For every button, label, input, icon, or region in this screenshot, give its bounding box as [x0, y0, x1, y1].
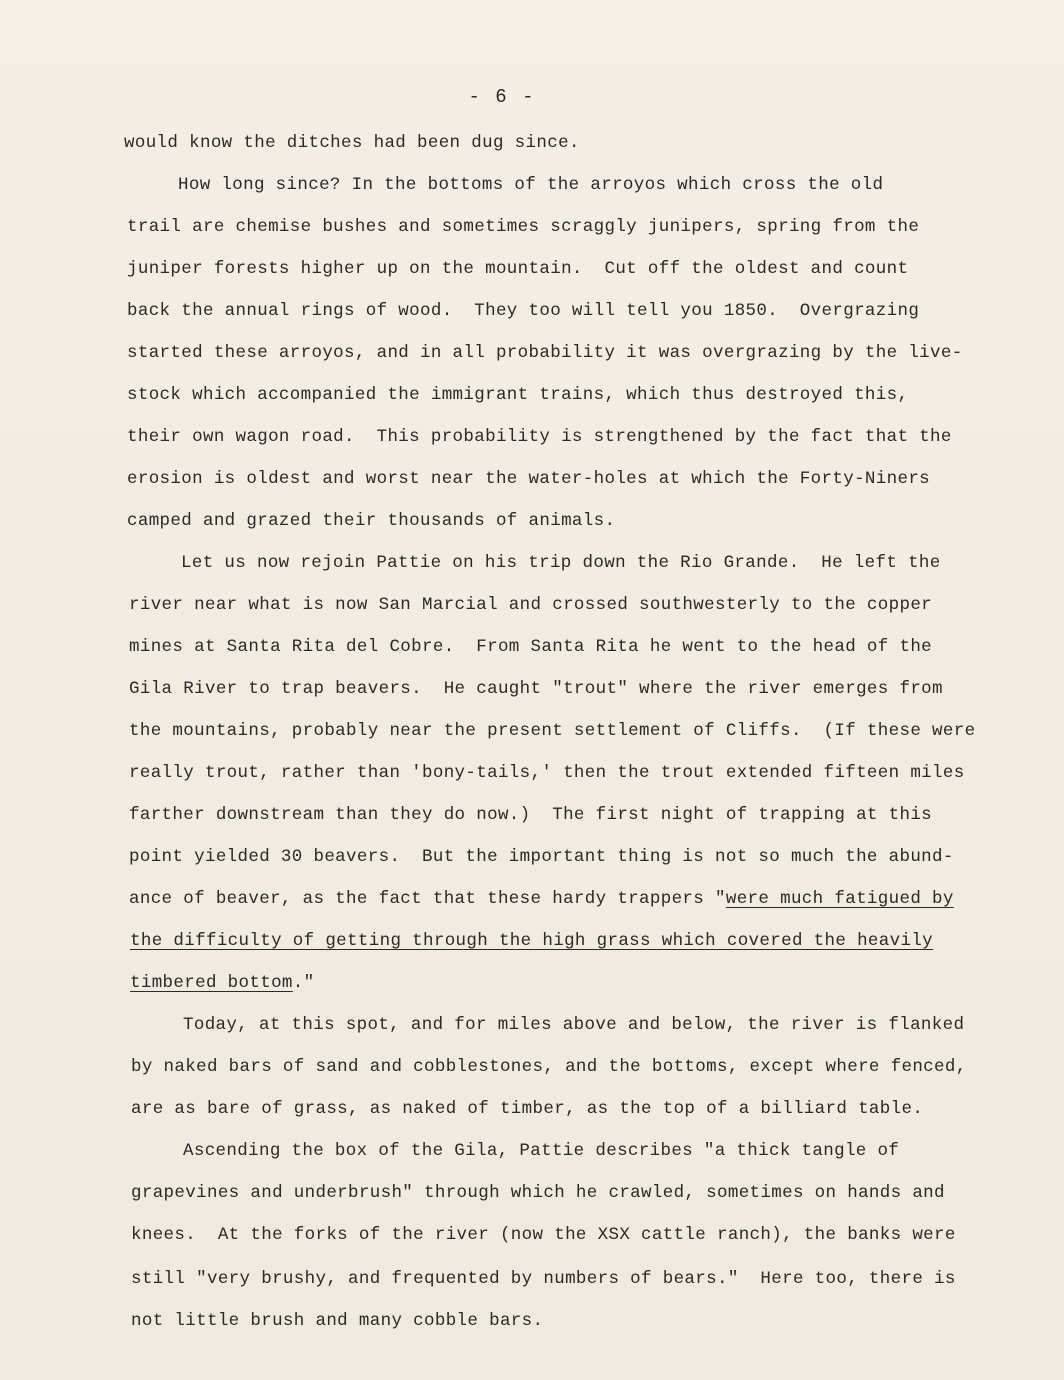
- text-line: by naked bars of sand and cobblestones, and the bottoms, except where fenced,: [131, 1057, 967, 1077]
- text-line: are as bare of grass, as naked of timber, as the top of a billiard table.: [131, 1099, 924, 1119]
- text-line: Ascending the box of the Gila, Pattie describes "a thick tangle of: [183, 1141, 900, 1161]
- text-line: not little brush and many cobble bars.: [131, 1311, 544, 1331]
- text-line: river near what is now San Marcial and crossed southwesterly to the copper: [129, 595, 933, 615]
- text-line: camped and grazed their thousands of animals.: [127, 511, 616, 531]
- text-line: would know the ditches had been dug since.: [124, 133, 580, 153]
- text-line: started these arroyos, and in all probability it was overgrazing by the live-: [127, 343, 963, 363]
- text-line: really trout, rather than 'bony-tails,' then the trout extended fifteen miles: [129, 763, 965, 783]
- underlined-quote: were much fatigued by: [725, 889, 954, 909]
- text-line: Today, at this spot, and for miles above and below, the river is flanked: [183, 1015, 965, 1035]
- text-line: Gila River to trap beavers. He caught "trout" where the river emerges from: [129, 679, 943, 699]
- text-line: Let us now rejoin Pattie on his trip down the Rio Grande. He left the: [181, 553, 941, 573]
- underlined-quote: timbered bottom: [130, 973, 293, 993]
- text-line: [130, 929, 933, 953]
- text-line: farther downstream than they do now.) The first night of trapping at this: [129, 805, 933, 825]
- text-line: stock which accompanied the immigrant trains, which thus destroyed this,: [127, 385, 909, 405]
- text-line: grapevines and underbrush" through which he crawled, sometimes on hands and: [131, 1183, 945, 1203]
- text-line: point yielded 30 beavers. But the important thing is not so much the abund-: [129, 847, 954, 867]
- text-line: ance of beaver, as the fact that these hardy trappers "were much fatigued by: [129, 889, 954, 909]
- text-line: back the annual rings of wood. They too will tell you 1850. Overgrazing: [127, 301, 920, 321]
- text-line: their own wagon road. This probability is strengthened by the fact that the: [127, 427, 952, 447]
- text-line: juniper forests higher up on the mountain. Cut off the oldest and count: [127, 259, 909, 279]
- text-line: trail are chemise bushes and sometimes scraggly junipers, spring from the: [127, 217, 920, 237]
- text-line: the mountains, probably near the present settlement of Cliffs. (If these were: [129, 721, 976, 741]
- text-line: erosion is oldest and worst near the water-holes at which the Forty-Niners: [127, 469, 931, 489]
- text-line: How long since? In the bottoms of the arroyos which cross the old: [178, 175, 884, 195]
- text-line: knees. At the forks of the river (now the XSX cattle ranch), the banks were: [131, 1225, 956, 1245]
- text-line: mines at Santa Rita del Cobre. From Santa Rita he went to the head of the: [129, 637, 933, 657]
- underlined-quote: the difficulty of getting through the high grass which covered the heavily: [130, 931, 934, 951]
- text-line: still "very brushy, and frequented by numbers of bears." Here too, there is: [131, 1269, 956, 1289]
- page-number: - 6 -: [468, 86, 536, 108]
- text-line: timbered bottom.": [130, 973, 315, 993]
